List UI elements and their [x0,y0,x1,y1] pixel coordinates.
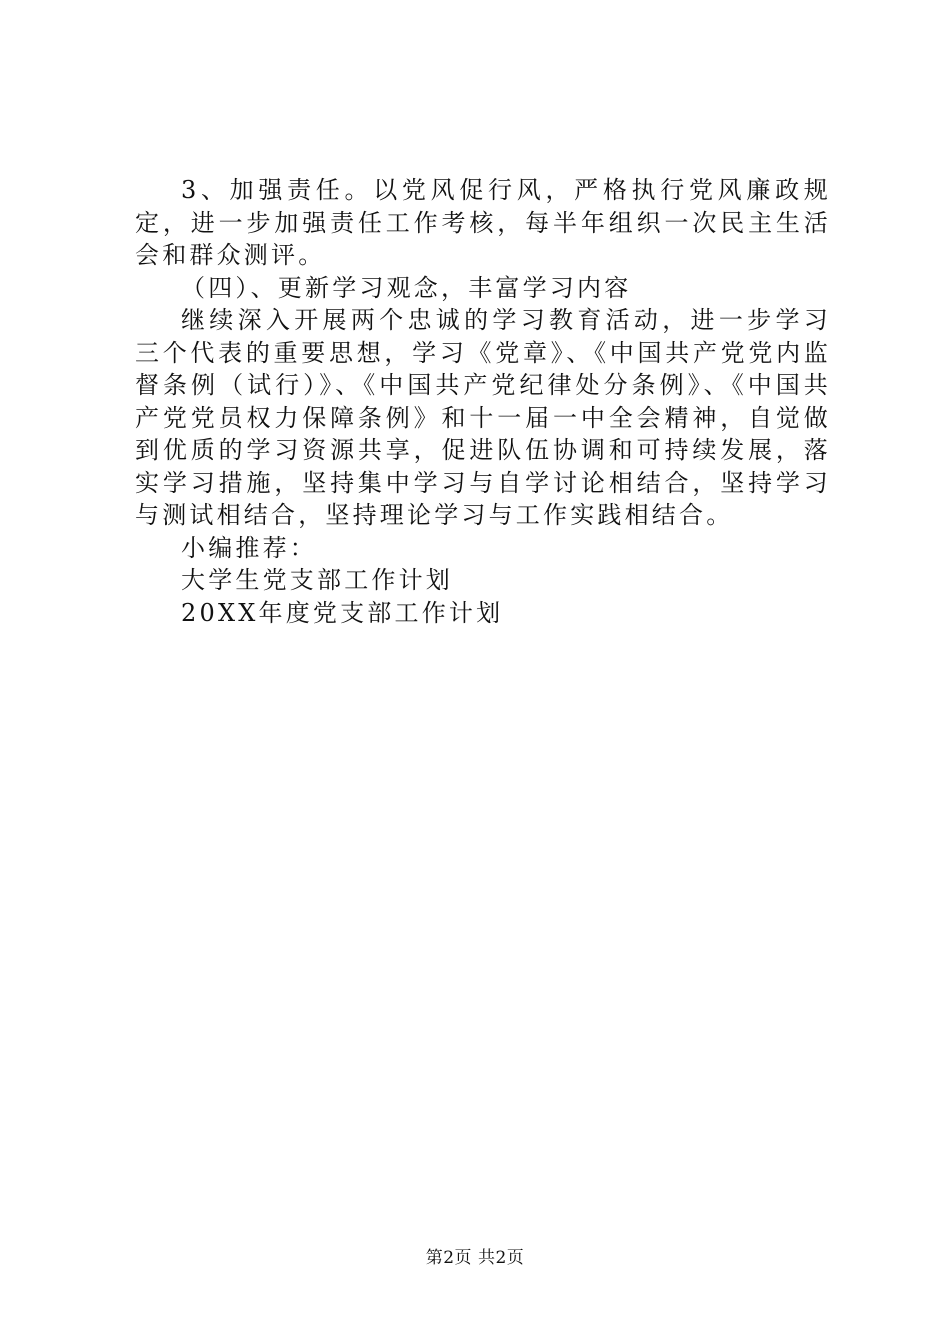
paragraph-strengthen-responsibility: 3、加强责任。以党风促行风，严格执行党风廉政规定，进一步加强责任工作考核，每半年组织一次民主生活会和群众测评。 [135,176,831,269]
recommended-link-2[interactable]: 20XX年度党支部工作计划 [181,598,504,627]
document-body [135,174,831,629]
page-number-footer: 第2页 共2页 [425,1248,525,1268]
paragraph-study-activities: 继续深入开展两个忠诚的学习教育活动，进一步学习三个代表的重要思想，学习《党章》、《中国共产党党内监督条例（试行）》、《中国共产党纪律处分条例》、《中国共产党党员权力保障条例》和十一届一中全会精神，自觉做到优质的学习资源共享，促进队伍协调和可持续发展，落实学习措施，坚持集中学习与自学讨论相结合，坚持学习与测试相结合，坚持理论学习与工作实践相结合。 [135,306,831,529]
recommendation-label: 小编推荐： [181,533,317,562]
section-heading-study: （四）、更新学习观念，丰富学习内容 [181,273,632,302]
recommended-link-1[interactable]: 大学生党支部工作计划 [181,566,453,594]
